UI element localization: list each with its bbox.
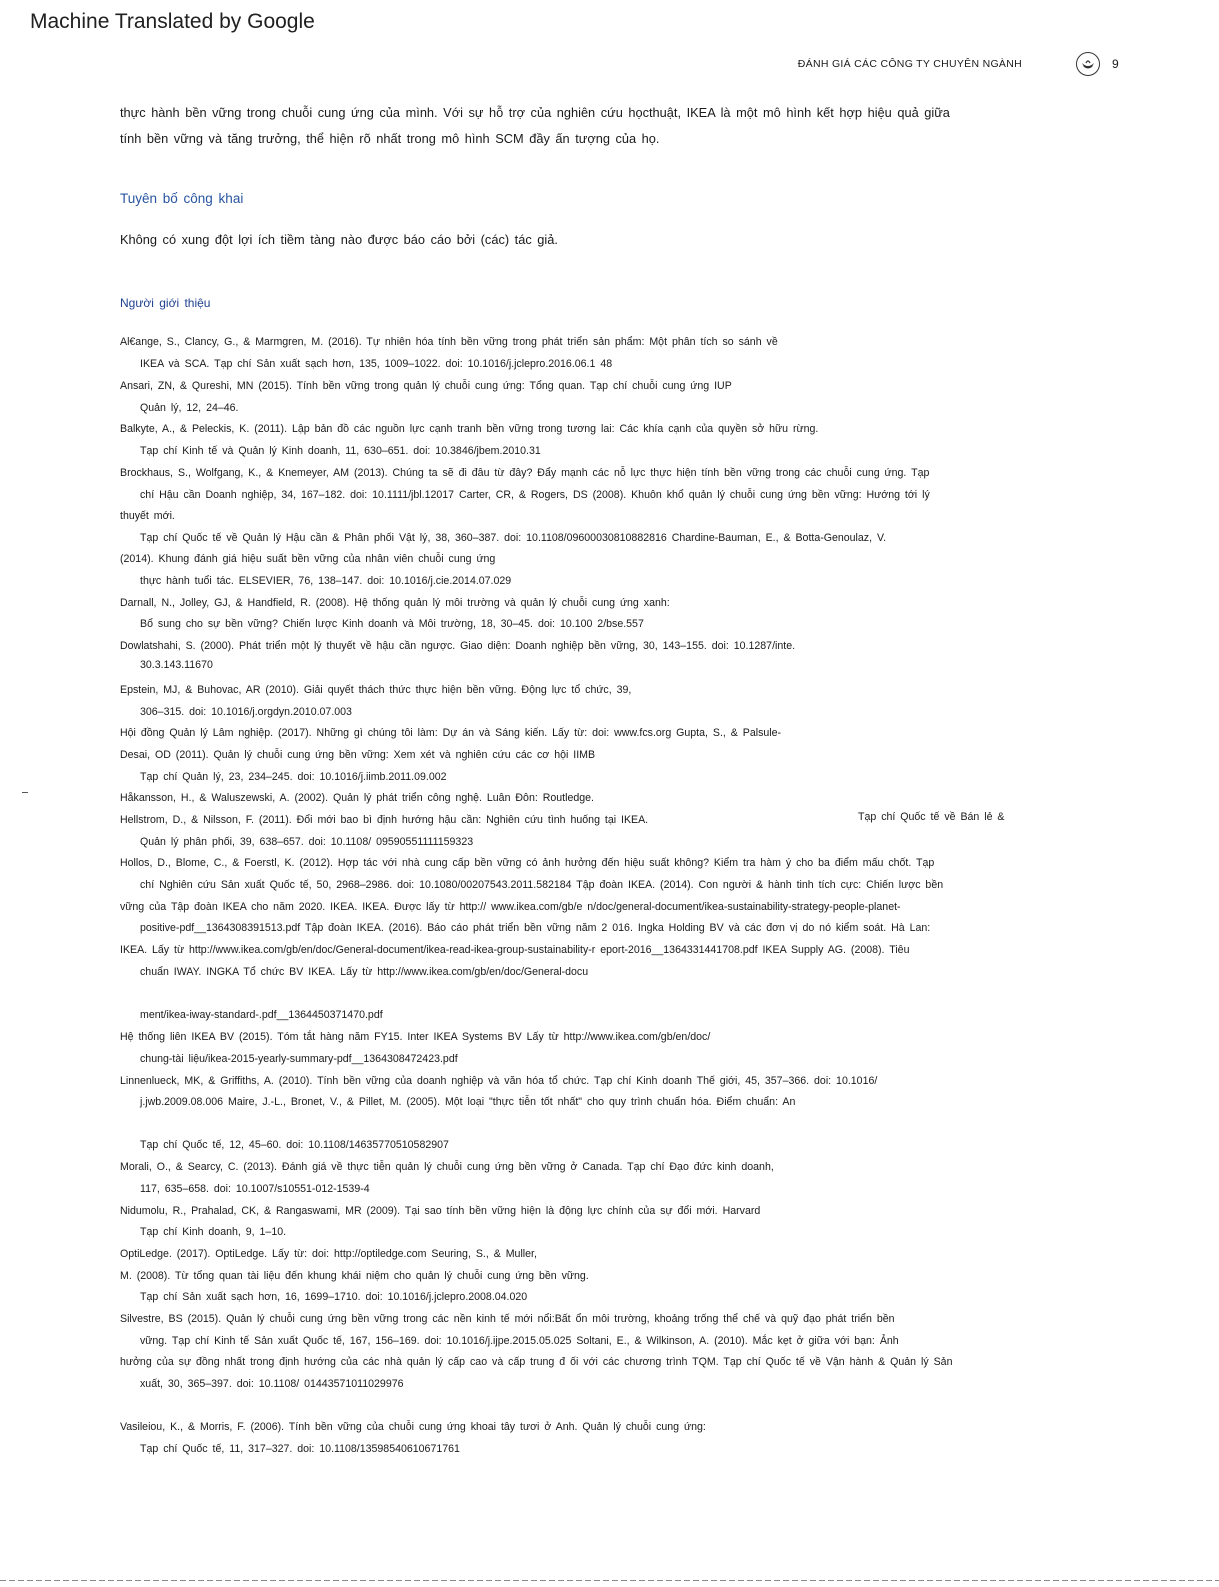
reference-line: positive-pdf__1364308391513.pdf Tập đoàn IKEA. (2016). Báo cáo phát triển bền vững năm 2 016. Ingka Holding BV và các đơn vị do nó kiểm soát. Hà Lan: [140, 922, 931, 934]
reference-line: 117, 635–658. doi: 10.1007/s10551-012-1539-4 [140, 1183, 370, 1195]
reference-line: (2014). Khung đánh giá hiệu suất bền vững của nhân viên chuỗi cung ứng [120, 553, 496, 565]
reference-line: Quản lý, 12, 24–46. [140, 402, 239, 414]
reference-line: Hollos, D., Blome, C., & Foerstl, K. (2012). Hợp tác với nhà cung cấp bền vững có ảnh hưởng đến hiệu suất không? Kiểm tra hàm ý cho ba điểm mấu chốt. Tạp [120, 857, 935, 869]
reference-line: Nidumolu, R., Prahalad, CK, & Rangaswami, MR (2009). Tại sao tính bền vững hiện là động lực chính của sự đổi mới. Harvard [120, 1205, 761, 1217]
reference-list [120, 0, 1110, 1587]
reference-line: Brockhaus, S., Wolfgang, K., & Knemeyer, AM (2013). Chúng ta sẽ đi đâu từ đây? Đẩy mạnh các nỗ lực thực hiện tính bền vững trong các chuỗi cung ứng. Tạp [120, 467, 930, 479]
intro-line: tính bền vững và tăng trưởng, thể hiện rõ nhất trong mô hình SCM đầy ấn tượng của họ. [120, 131, 660, 146]
reference-line: Tạp chí Quản lý, 23, 234–245. doi: 10.1016/j.iimb.2011.09.002 [140, 771, 447, 783]
reference-line: Tạp chí Quốc tế về Quản lý Hậu cần & Phân phối Vật lý, 38, 360–387. doi: 10.1108/09600030810882816 Chardine-Bauman, E., & Botta-Genoulaz, V. [140, 532, 887, 544]
reference-line: thực hành tuổi tác. ELSEVIER, 76, 138–147. doi: 10.1016/j.cie.2014.07.029 [140, 575, 512, 587]
reference-line: 306–315. doi: 10.1016/j.orgdyn.2010.07.003 [140, 706, 352, 718]
reference-line: hưởng của sự đồng nhất trong định hướng của các nhà quản lý cấp cao và cấp trung đ ối với các chương trình TQM. Tạp chí Quốc tế về Vận hành & Quản lý Sản [120, 1356, 953, 1368]
reference-line: xuất, 30, 365–397. doi: 10.1108/ 01443571011029976 [140, 1378, 404, 1390]
reference-line: Tạp chí Quốc tế, 11, 317–327. doi: 10.1108/13598540610671761 [140, 1443, 460, 1455]
reference-line: Tạp chí Kinh tế và Quản lý Kinh doanh, 11, 630–651. doi: 10.3846/jbem.2010.31 [140, 445, 541, 457]
reference-line: Tạp chí Quốc tế, 12, 45–60. doi: 10.1108/14635770510582907 [140, 1139, 449, 1151]
reference-line: Hệ thống liên IKEA BV (2015). Tóm tắt hàng năm FY15. Inter IKEA Systems BV Lấy từ http://www.ikea.com/gb/en/doc/ [120, 1031, 711, 1043]
machine-translation-banner: Machine Translated by Google [30, 10, 315, 33]
reference-line: Desai, OD (2011). Quản lý chuỗi cung ứng bền vững: Xem xét và nghiên cứu các cơ hội IIMB [120, 749, 596, 761]
reference-line: Silvestre, BS (2015). Quản lý chuỗi cung ứng bền vững trong các nền kinh tế mới nổi:Bất ổn môi trường, khoảng trống thể chế và quỹ đạo phát triển bền [120, 1313, 895, 1325]
page-bottom-edge [0, 1580, 1219, 1581]
reference-line: chí Nghiên cứu Sản xuất Quốc tế, 50, 2968–2986. doi: 10.1080/00207543.2011.582184 Tập đoàn IKEA. (2014). Con người & hành tinh tích cực: Chiến lược bền [140, 879, 944, 891]
reference-line: Håkansson, H., & Waluszewski, A. (2002). Quản lý phát triển công nghệ. Luân Đôn: Routledge. [120, 792, 594, 804]
reference-line: Hội đồng Quản lý Lâm nghiệp. (2017). Những gì chúng tôi làm: Dự án và Sáng kiến. Lấy từ: doi: www.fcs.org Gupta, S., & Palsule- [120, 727, 782, 739]
reference-line: Vasileiou, K., & Morris, F. (2006). Tính bền vững của chuỗi cung ứng khoai tây tươi ở Anh. Quản lý chuỗi cung ứng: [120, 1421, 706, 1433]
reference-line: Dowlatshahi, S. (2000). Phát triển một lý thuyết về hậu cần ngược. Giao diện: Doanh nghiệp bền vững, 30, 143–155. doi: 10.1287/inte. [120, 640, 796, 652]
reference-line: chí Hậu cần Doanh nghiệp, 34, 167–182. doi: 10.1111/jbl.12017 Carter, CR, & Rogers, DS (2008). Khuôn khổ quản lý chuỗi cung ứng bền vững: Hướng tới lý [140, 489, 930, 501]
reference-line: Balkyte, A., & Peleckis, K. (2011). Lập bản đồ các nguồn lực cạnh tranh bền vững trong tương lai: Các khía cạnh của quyền sở hữu rừng. [120, 423, 819, 435]
reference-line: ment/ikea-iway-standard-.pdf__1364450371470.pdf [140, 1009, 383, 1021]
reference-line: Bổ sung cho sự bền vững? Chiến lược Kinh doanh và Môi trường, 18, 30–45. doi: 10.100 2/bse.557 [140, 618, 644, 630]
reference-line: Hellstrom, D., & Nilsson, F. (2011). Đổi mới bao bì định hướng hậu cần: Nghiên cứu tình huống tại IKEA. [120, 814, 649, 826]
page-number: 9 [1112, 57, 1119, 71]
reference-line: Tạp chí Kinh doanh, 9, 1–10. [140, 1226, 287, 1238]
reference-line: vững. Tạp chí Kinh tế Sản xuất Quốc tế, 167, 156–169. doi: 10.1016/j.ijpe.2015.05.025 Soltani, E., & Wilkinson, A. (2010). Mắc kẹt ở giữa với bạn: Ảnh [140, 1335, 899, 1347]
reference-line: Tạp chí Quốc tế về Bán lẻ & [858, 811, 1005, 823]
reference-line: IKEA. Lấy từ http://www.ikea.com/gb/en/doc/General-document/ikea-read-ikea-group-sustainability-r eport-2016__1364331441708.pdf IKEA Supply AG. (2008). Tiêu [120, 944, 910, 956]
reference-line: Epstein, MJ, & Buhovac, AR (2010). Giải quyết thách thức thực hiện bền vững. Động lực tổ chức, 39, [120, 684, 632, 696]
reference-line: chung-tài liệu/ikea-2015-yearly-summary-pdf__1364308472423.pdf [140, 1053, 458, 1065]
reference-line: Darnall, N., Jolley, GJ, & Handfield, R. (2008). Hệ thống quản lý môi trường và quản lý chuỗi cung ứng xanh: [120, 597, 670, 609]
disclosure-heading: Tuyên bố công khai [120, 191, 244, 206]
reference-line: 30.3.143.11670 [140, 659, 213, 671]
scan-artifact [22, 792, 28, 793]
reference-line: j.jwb.2009.08.006 Maire, J.-L., Bronet, V., & Pillet, M. (2005). Một loại "thực tiễn tốt nhất" cho quy trình chuẩn hóa. Điểm chuẩn: An [140, 1096, 796, 1108]
reference-line: Ansari, ZN, & Qureshi, MN (2015). Tính bền vững trong quản lý chuỗi cung ứng: Tổng quan. Tạp chí chuỗi cung ứng IUP [120, 380, 732, 392]
reference-line: Morali, O., & Searcy, C. (2013). Đánh giá về thực tiễn quản lý chuỗi cung ứng bền vững ở Canada. Tạp chí Đạo đức kinh doanh, [120, 1161, 774, 1173]
reference-line: IKEA và SCA. Tạp chí Sản xuất sạch hơn, 135, 1009–1022. doi: 10.1016/j.jclepro.2016.06.1 48 [140, 358, 613, 370]
disclosure-text: Không có xung đột lợi ích tiềm tàng nào được báo cáo bởi (các) tác giả. [120, 232, 558, 247]
reference-line: chuẩn IWAY. INGKA Tổ chức BV IKEA. Lấy từ http://www.ikea.com/gb/en/doc/General-docu [140, 966, 589, 978]
reference-line: thuyết mới. [120, 510, 175, 522]
intro-line: thực hành bền vững trong chuỗi cung ứng của mình. Với sự hỗ trợ của nghiên cứu họcthuật, IKEA là một mô hình kết hợp hiệu quả giữa [120, 105, 950, 120]
reference-line: Al€ange, S., Clancy, G., & Marmgren, M. (2016). Tự nhiên hóa tính bền vững trong phát triển sản phẩm: Một phân tích so sánh về [120, 336, 778, 348]
reference-line: Tạp chí Sản xuất sạch hơn, 16, 1699–1710. doi: 10.1016/j.jclepro.2008.04.020 [140, 1291, 528, 1303]
reference-line: Linnenlueck, MK, & Griffiths, A. (2010). Tính bền vững của doanh nghiệp và văn hóa tổ chức. Tạp chí Kinh doanh Thế giới, 45, 357–366. doi: 10.1016/ [120, 1075, 878, 1087]
references-heading: Người giới thiệu [120, 296, 211, 310]
reference-line: vững của Tập đoàn IKEA cho năm 2020. IKEA. IKEA. Được lấy từ http:// www.ikea.com/gb/e n/doc/general-document/ikea-sustainability-strategy-people-planet- [120, 901, 901, 913]
reference-line: Quản lý phân phối, 39, 638–657. doi: 10.1108/ 09590551111159323 [140, 836, 474, 848]
journal-title: ĐÁNH GIÁ CÁC CÔNG TY CHUYÊN NGÀNH [797, 58, 1023, 70]
reference-line: OptiLedge. (2017). OptiLedge. Lấy từ: doi: http://optiledge.com Seuring, S., & Muller, [120, 1248, 537, 1260]
reference-line: M. (2008). Từ tổng quan tài liệu đến khung khái niệm cho quản lý chuỗi cung ứng bền vững. [120, 1270, 589, 1282]
